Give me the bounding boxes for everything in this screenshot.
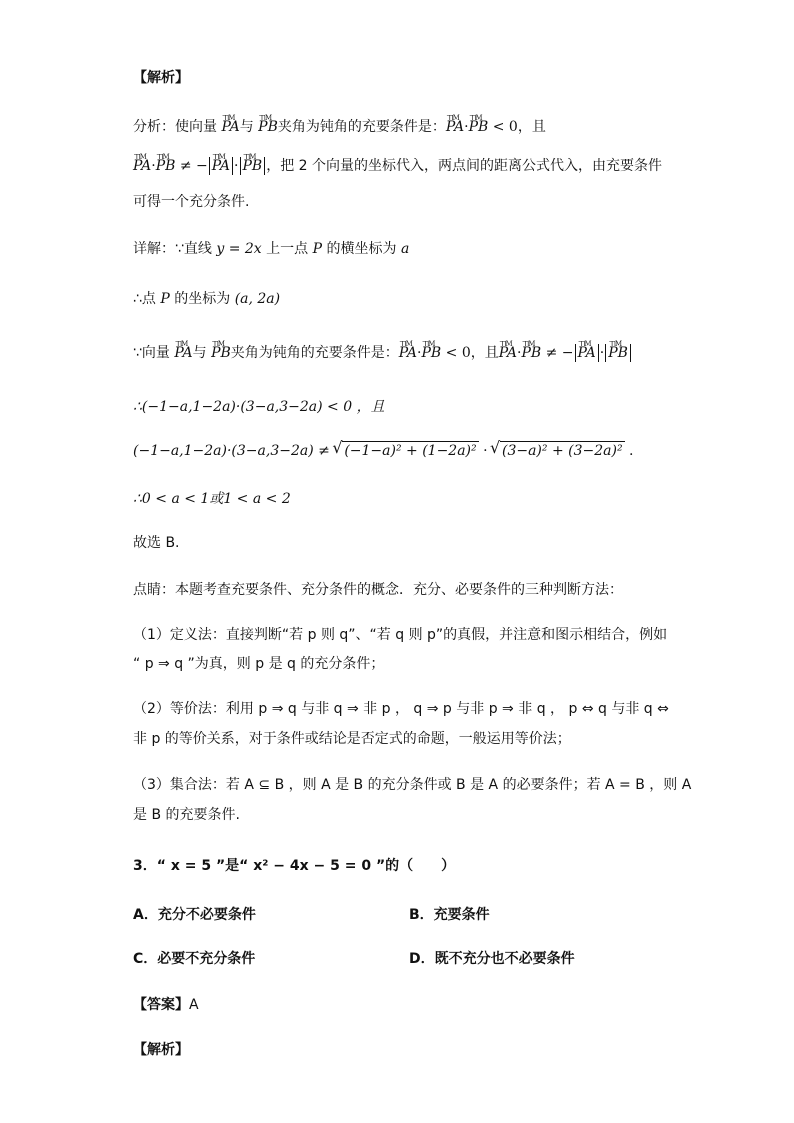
vector-pa: ꓶꓶM PA <box>221 117 239 137</box>
comment-method-1-b: “ p ⇒ q ”为真，则 p 是 q 的充分条件； <box>133 656 385 672</box>
comment-method-3-a: （3）集合法：若 A ⊆ B ，则 A 是 B 的充分条件或 B 是 A 的必要条件；若 A = B ，则 A <box>133 777 692 793</box>
option-c: C．必要不充分条件 <box>133 951 256 967</box>
answer-value: A <box>189 997 199 1013</box>
question-3-stem: 3．“ x = 5 ”是“ x² − 4x − 5 = 0 ”的（ ） <box>133 858 456 874</box>
section-heading-analysis: 【解析】 <box>133 70 189 86</box>
detail-conclusion: 故选 B. <box>133 535 180 551</box>
comment-method-2-b: 非 p 的等价关系，对于条件或结论是否定式的命题，一般运用等价法； <box>133 731 571 747</box>
detail-line-5: (−1−a,1−2a)·(3−a,3−2a) ≠ √ (−1−a)² + (1−2a)² · √ (3−a)² + (3−2a)² . <box>133 441 633 461</box>
answer-line <box>133 995 199 1015</box>
detail-line-6: ∴0 < a < 1或1 < a < 2 <box>133 491 291 507</box>
answer-label: 【答案】 <box>133 997 189 1013</box>
sqrt-expression-2: √ (3−a)² + (3−2a)² <box>500 441 625 460</box>
detail-line-3: ∵向量 ꓶꓶM PA与 ꓶꓶM PB夹角为钝角的充要条件是：ꓶꓶM PA·ꓶꓶM PB < 0，且ꓶꓶM PA·ꓶꓶM PB ≠ −ꓶꓶM PA ·ꓶꓶM PB <box>133 343 632 363</box>
detail-line-4: ∴(−1−a,1−2a)·(3−a,3−2a) < 0 ，且 <box>133 399 385 415</box>
option-a: A．充分不必要条件 <box>133 907 256 923</box>
comment-method-2-a: （2）等价法：利用 p ⇒ q 与非 q ⇒ 非 p ， q ⇒ p 与非 p ⇒ 非 q ， p ⇔ q 与非 q ⇔ <box>133 701 669 717</box>
option-b: B．充要条件 <box>409 907 490 923</box>
analysis-line-2: ꓶꓶM PA·ꓶꓶM PB ≠ −ꓶꓶM PA ·ꓶꓶM PB ，把 2 个向量的坐标代入，两点间的距离公式代入，由充要条件 <box>133 156 662 176</box>
sqrt-expression-1: √ (−1−a)² + (1−2a)² <box>342 441 478 460</box>
analysis-line-3: 可得一个充分条件. <box>133 194 250 210</box>
comment-line-1: 点睛：本题考查充要条件、充分条件的概念．充分、必要条件的三种判断方法： <box>133 582 623 598</box>
vector-pb: ꓶꓶM PB <box>258 117 278 137</box>
option-d: D．既不充分也不必要条件 <box>409 951 575 967</box>
comment-method-3-b: 是 B 的充要条件. <box>133 807 240 823</box>
analysis-heading-2: 【解析】 <box>133 1042 189 1058</box>
detail-line-2: ∴点 P 的坐标为 (a, 2a) <box>133 291 281 307</box>
detail-line-1: 详解：∵直线 y = 2x 上一点 P 的横坐标为 a <box>133 241 410 257</box>
analysis-line-1: 分析：使向量 ꓶꓶM PA与 ꓶꓶM PB夹角为钝角的充要条件是：ꓶꓶM PA·ꓶꓶM PB < 0，且 <box>133 117 546 137</box>
comment-method-1-a: （1）定义法：直接判断“若 p 则 q”、“若 q 则 p”的真假，并注意和图示相结合，例如 <box>133 627 668 643</box>
